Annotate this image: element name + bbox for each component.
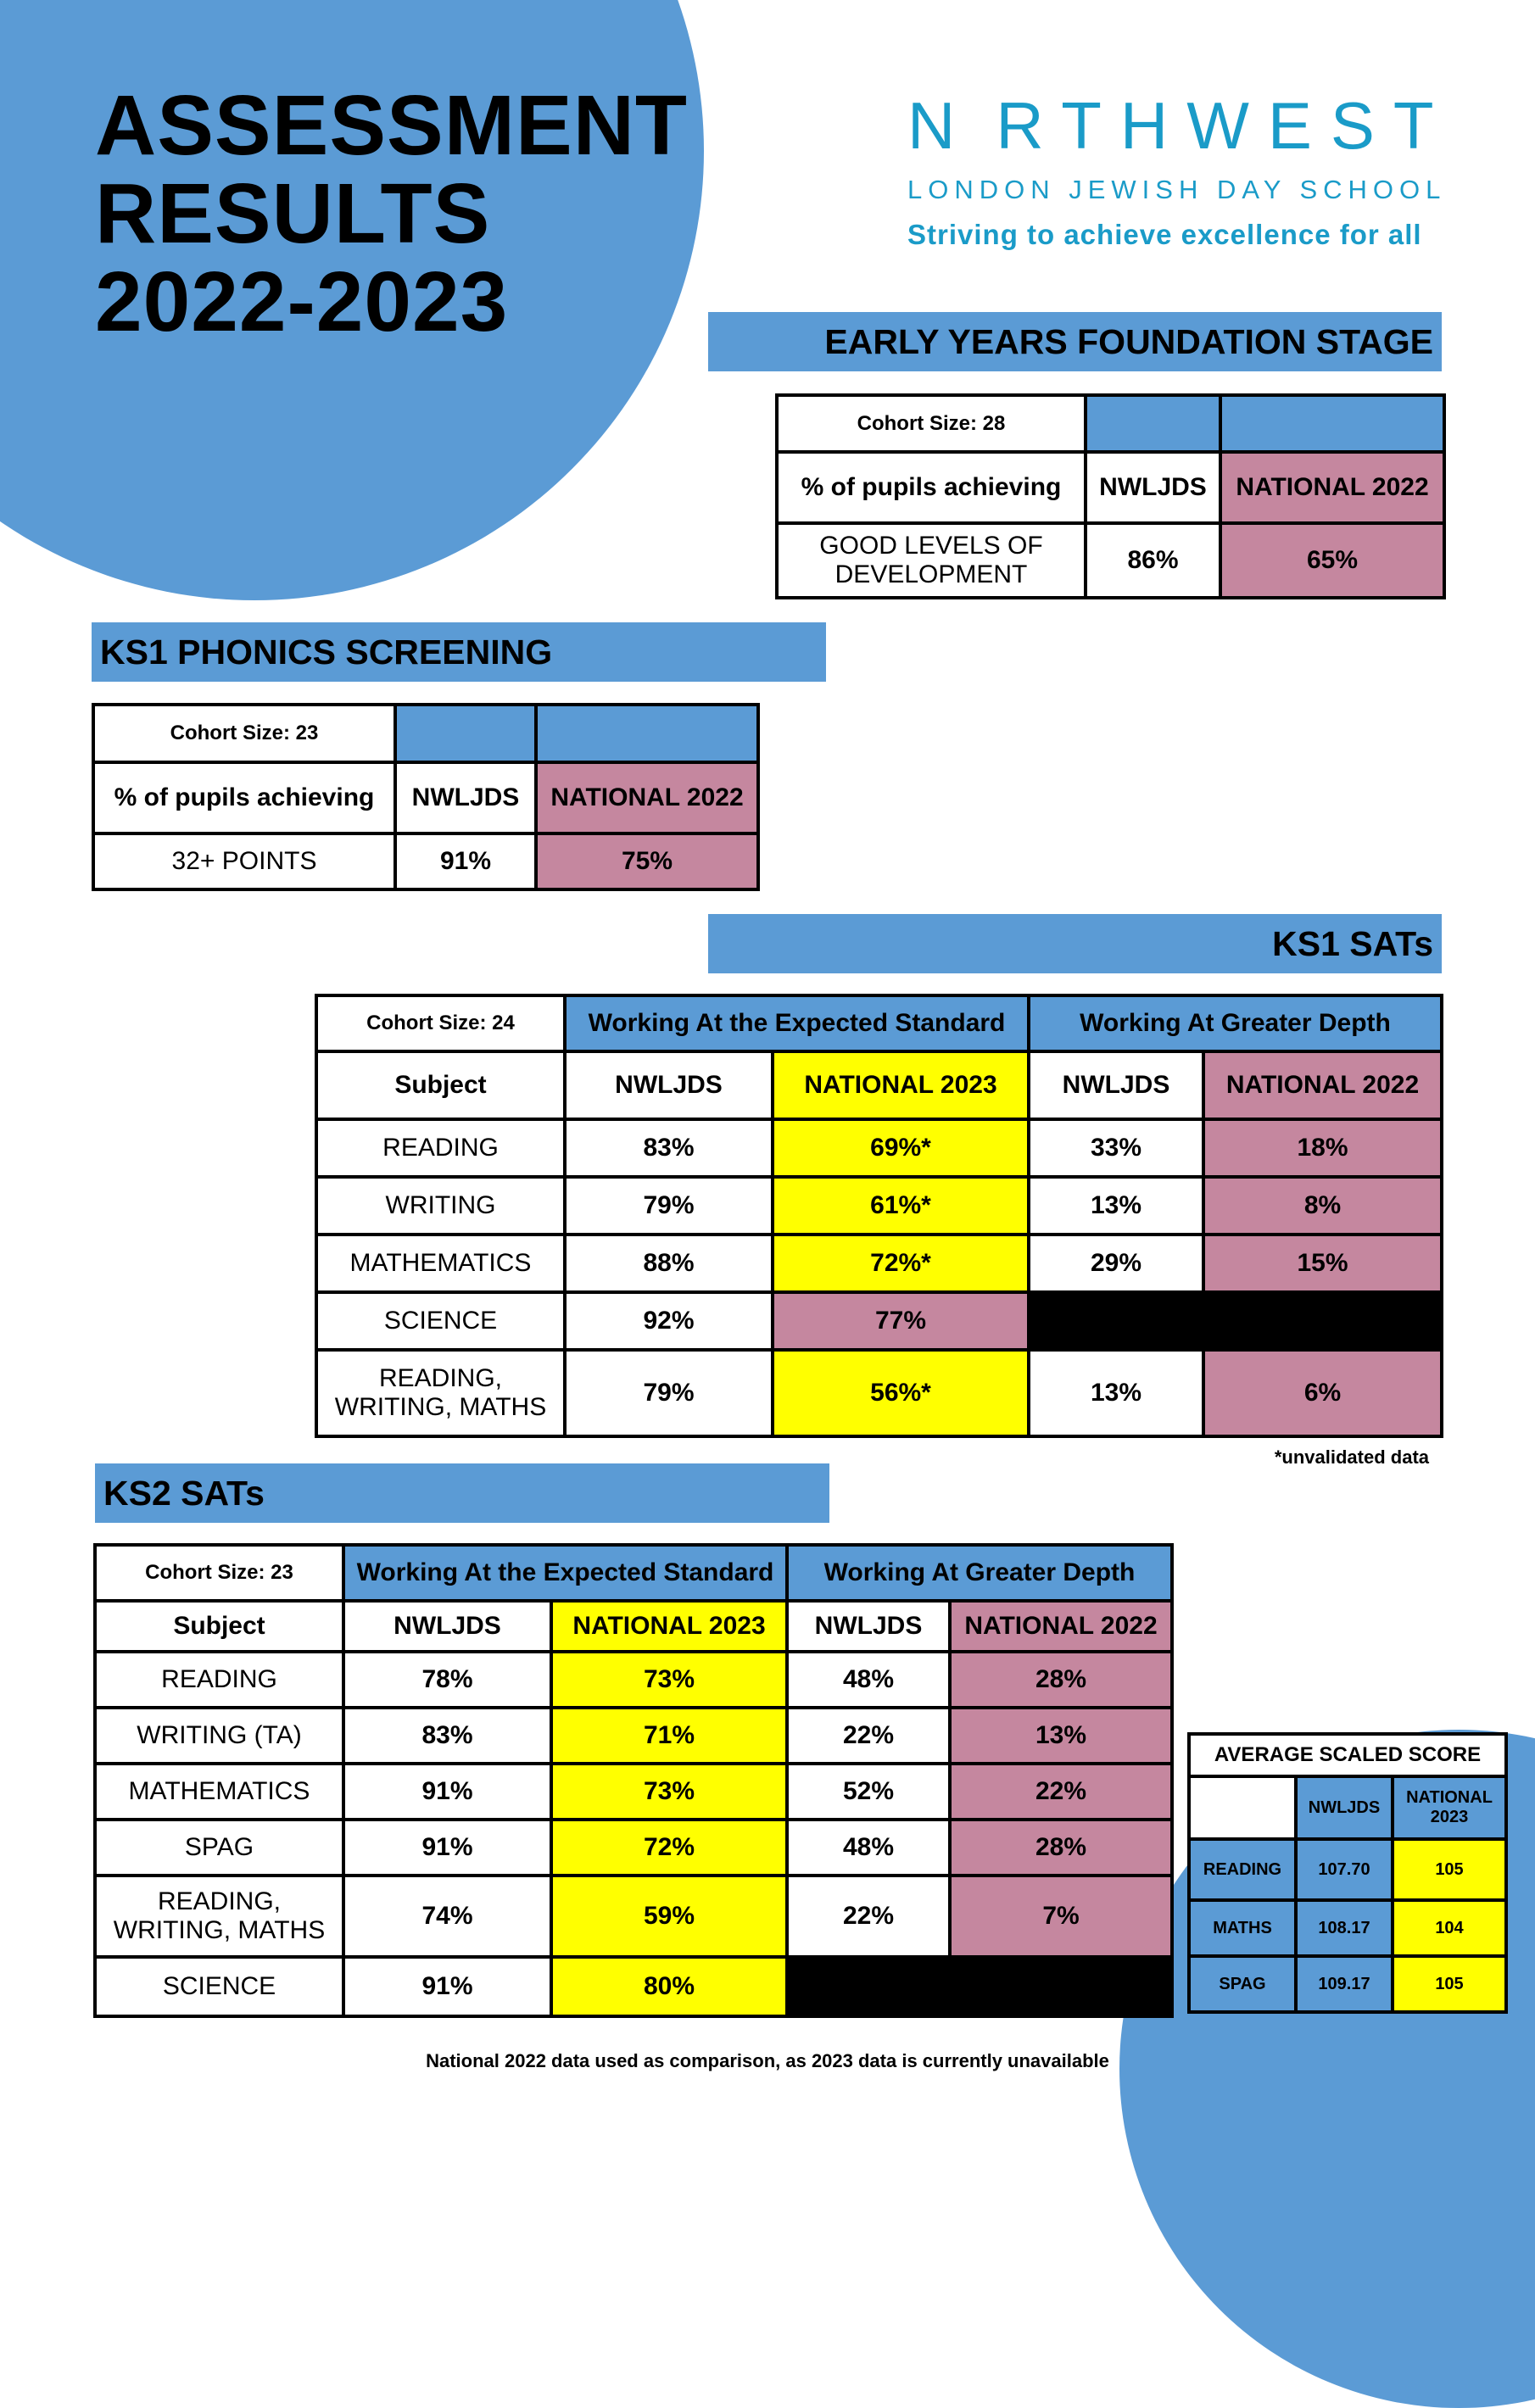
expected-national: 73% xyxy=(551,1652,787,1708)
greater-school: 22% xyxy=(787,1876,950,1957)
table-row xyxy=(1189,1839,1506,1900)
table-row xyxy=(316,1235,1442,1292)
expected-national: 80% xyxy=(551,1957,787,2016)
expected-school: 91% xyxy=(343,1764,551,1820)
not-applicable-cell xyxy=(1029,1292,1442,1350)
avg-heading: AVERAGE SCALED SCORE xyxy=(1189,1734,1506,1776)
expected-school: 78% xyxy=(343,1652,551,1708)
table-row xyxy=(1189,1900,1506,1956)
table-row xyxy=(316,1350,1442,1436)
table-row xyxy=(316,1177,1442,1235)
expected-national: 69%* xyxy=(773,1119,1029,1177)
group-expected-standard: Working At the Expected Standard xyxy=(343,1545,787,1601)
greater-national: 6% xyxy=(1203,1350,1442,1436)
greater-school: 52% xyxy=(787,1764,950,1820)
cohort-size: Cohort Size: 24 xyxy=(316,995,565,1051)
subject: SCIENCE xyxy=(316,1292,565,1350)
title-line: ASSESSMENT xyxy=(95,78,689,173)
col-national-2023: NATIONAL 2023 xyxy=(773,1051,1029,1119)
greater-national: 13% xyxy=(950,1708,1172,1764)
table-row xyxy=(1189,1956,1506,2012)
col-national-2023: NATIONAL 2023 xyxy=(551,1601,787,1652)
school-score: 107.70 xyxy=(1296,1839,1393,1900)
greater-national: 28% xyxy=(950,1652,1172,1708)
national-score: 104 xyxy=(1393,1900,1506,1956)
ks2-heading: KS2 SATs xyxy=(95,1463,829,1523)
expected-school: 79% xyxy=(565,1350,773,1436)
table-row xyxy=(316,1292,1442,1350)
col-school: NWLJDS xyxy=(787,1601,950,1652)
expected-school: 74% xyxy=(343,1876,551,1957)
col-subject: Subject xyxy=(316,1051,565,1119)
average-scaled-score-table xyxy=(1187,1732,1508,2014)
table-row xyxy=(95,1876,1172,1957)
table-row xyxy=(95,1820,1172,1876)
subject: READING, WRITING, MATHS xyxy=(95,1876,343,1957)
greater-national: 28% xyxy=(950,1820,1172,1876)
greater-national: 8% xyxy=(1203,1177,1442,1235)
greater-national: 18% xyxy=(1203,1119,1442,1177)
table-row xyxy=(95,1957,1172,2016)
not-applicable-cell xyxy=(787,1957,1172,2016)
national-value: 75% xyxy=(536,833,758,889)
expected-school: 79% xyxy=(565,1177,773,1235)
logo-letter: N xyxy=(907,88,974,163)
col-national: NATIONAL 2022 xyxy=(1220,452,1444,523)
logo-letters: RTHWEST xyxy=(996,88,1453,163)
national-score: 105 xyxy=(1393,1956,1506,2012)
national-value: 65% xyxy=(1220,523,1444,598)
subject: SPAG xyxy=(1189,1956,1296,2012)
measure-label: % of pupils achieving xyxy=(93,762,395,833)
school-value: 86% xyxy=(1086,523,1220,598)
expected-national: 77% xyxy=(773,1292,1029,1350)
expected-school: 88% xyxy=(565,1235,773,1292)
subject: SCIENCE xyxy=(95,1957,343,2016)
cohort-size: Cohort Size: 23 xyxy=(95,1545,343,1601)
expected-school: 91% xyxy=(343,1957,551,2016)
expected-school: 83% xyxy=(565,1119,773,1177)
col-national-2022: NATIONAL 2022 xyxy=(1203,1051,1442,1119)
subject: WRITING xyxy=(316,1177,565,1235)
header-blank xyxy=(1189,1776,1296,1839)
ks1-table xyxy=(315,994,1443,1438)
ks1-heading: KS1 SATs xyxy=(708,914,1442,973)
greater-school: 48% xyxy=(787,1652,950,1708)
greater-school: 48% xyxy=(787,1820,950,1876)
school-score: 108.17 xyxy=(1296,1900,1393,1956)
table-row xyxy=(316,1119,1442,1177)
expected-national: 72%* xyxy=(773,1235,1029,1292)
subject: READING xyxy=(316,1119,565,1177)
unvalidated-note: *unvalidated data xyxy=(1274,1446,1429,1468)
expected-national: 61%* xyxy=(773,1177,1029,1235)
greater-school: 33% xyxy=(1029,1119,1203,1177)
col-school: NWLJDS xyxy=(1086,452,1220,523)
col-national-2022: NATIONAL 2022 xyxy=(950,1601,1172,1652)
subject: MATHEMATICS xyxy=(316,1235,565,1292)
title-line: RESULTS xyxy=(95,166,491,261)
logo-subtitle: LONDON JEWISH DAY SCHOOL xyxy=(907,175,1447,204)
col-school: NWLJDS xyxy=(1029,1051,1203,1119)
expected-school: 91% xyxy=(343,1820,551,1876)
cohort-size: Cohort Size: 28 xyxy=(777,395,1086,452)
col-national: NATIONAL 2022 xyxy=(536,762,758,833)
eyfs-heading: EARLY YEARS FOUNDATION STAGE xyxy=(708,312,1442,371)
greater-national: 15% xyxy=(1203,1235,1442,1292)
school-logo xyxy=(907,88,1453,251)
expected-school: 83% xyxy=(343,1708,551,1764)
header-blank xyxy=(536,705,758,762)
logo-wordmark xyxy=(907,88,1453,163)
col-school: NWLJDS xyxy=(565,1051,773,1119)
ks2-table xyxy=(93,1543,1174,2018)
cohort-size: Cohort Size: 23 xyxy=(93,705,395,762)
measure-label: % of pupils achieving xyxy=(777,452,1086,523)
eyfs-table xyxy=(775,393,1446,599)
subject: MATHEMATICS xyxy=(95,1764,343,1820)
phonics-heading: KS1 PHONICS SCREENING xyxy=(92,622,826,682)
header-blank xyxy=(1086,395,1220,452)
title-line: 2022-2023 xyxy=(95,254,509,349)
col-school: NWLJDS xyxy=(343,1601,551,1652)
row-label: GOOD LEVELS OF DEVELOPMENT xyxy=(777,523,1086,598)
expected-national: 59% xyxy=(551,1876,787,1957)
phonics-table xyxy=(92,703,760,891)
subject: SPAG xyxy=(95,1820,343,1876)
expected-national: 73% xyxy=(551,1764,787,1820)
expected-national: 56%* xyxy=(773,1350,1029,1436)
expected-school: 92% xyxy=(565,1292,773,1350)
table-row xyxy=(95,1652,1172,1708)
greater-national: 7% xyxy=(950,1876,1172,1957)
subject: READING xyxy=(1189,1839,1296,1900)
col-school: NWLJDS xyxy=(1296,1776,1393,1839)
col-school: NWLJDS xyxy=(395,762,536,833)
greater-school: 13% xyxy=(1029,1350,1203,1436)
expected-national: 72% xyxy=(551,1820,787,1876)
header-blank xyxy=(395,705,536,762)
header-blank xyxy=(1220,395,1444,452)
greater-school: 29% xyxy=(1029,1235,1203,1292)
subject: WRITING (TA) xyxy=(95,1708,343,1764)
national-score: 105 xyxy=(1393,1839,1506,1900)
greater-school: 13% xyxy=(1029,1177,1203,1235)
logo-tagline: Striving to achieve excellence for all xyxy=(907,219,1422,250)
expected-national: 71% xyxy=(551,1708,787,1764)
page-title xyxy=(95,78,689,349)
col-subject: Subject xyxy=(95,1601,343,1652)
subject: READING xyxy=(95,1652,343,1708)
school-value: 91% xyxy=(395,833,536,889)
col-national: NATIONAL 2023 xyxy=(1393,1776,1506,1839)
group-greater-depth: Working At Greater Depth xyxy=(1029,995,1442,1051)
group-expected-standard: Working At the Expected Standard xyxy=(565,995,1029,1051)
footnote: National 2022 data used as comparison, as 2023 data is currently unavailable xyxy=(426,2050,1109,2071)
subject: MATHS xyxy=(1189,1900,1296,1956)
school-score: 109.17 xyxy=(1296,1956,1393,2012)
greater-school: 22% xyxy=(787,1708,950,1764)
subject: READING, WRITING, MATHS xyxy=(316,1350,565,1436)
group-greater-depth: Working At Greater Depth xyxy=(787,1545,1172,1601)
row-label: 32+ POINTS xyxy=(93,833,395,889)
table-row xyxy=(95,1764,1172,1820)
greater-national: 22% xyxy=(950,1764,1172,1820)
table-row xyxy=(95,1708,1172,1764)
